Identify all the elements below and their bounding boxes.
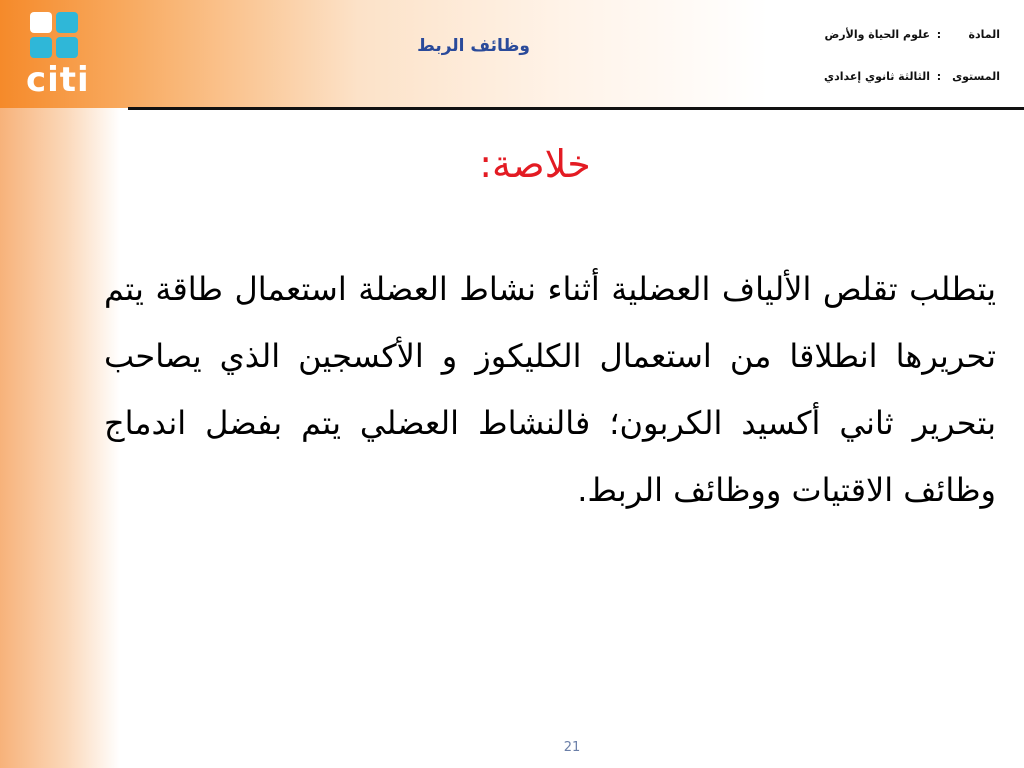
level-separator: : <box>936 70 942 83</box>
summary-paragraph: يتطلب تقلص الألياف العضلية أثناء نشاط العضلة استعمال طاقة يتم تحريرها انطلاقا من استعمال الكليكوز و الأكسجين الذي يصاحب بتحرير ثاني أكسيد الكربون؛ فالنشاط العضلي يتم بفضل اندماج وظائف الاقتيات ووظائف الربط. <box>104 270 996 509</box>
level-label: المستوى <box>952 70 1000 83</box>
left-decorative-band <box>0 0 120 768</box>
subject-value: علوم الحياة والأرض <box>824 28 930 41</box>
level-value: الثالثة ثانوي إعدادي <box>824 70 930 83</box>
subject-separator: : <box>936 28 942 41</box>
citi-logo <box>22 10 90 100</box>
logo-text: citi <box>26 60 90 100</box>
subject-line <box>680 28 1000 41</box>
summary-heading: خلاصة: <box>479 142 591 186</box>
header-divider <box>128 107 1024 110</box>
page-number: 21 <box>563 740 581 755</box>
logo-squares-icon <box>30 12 80 60</box>
lesson-title: وظائف الربط <box>417 36 530 56</box>
level-line <box>680 70 1000 83</box>
subject-label: المادة <box>968 28 1000 41</box>
